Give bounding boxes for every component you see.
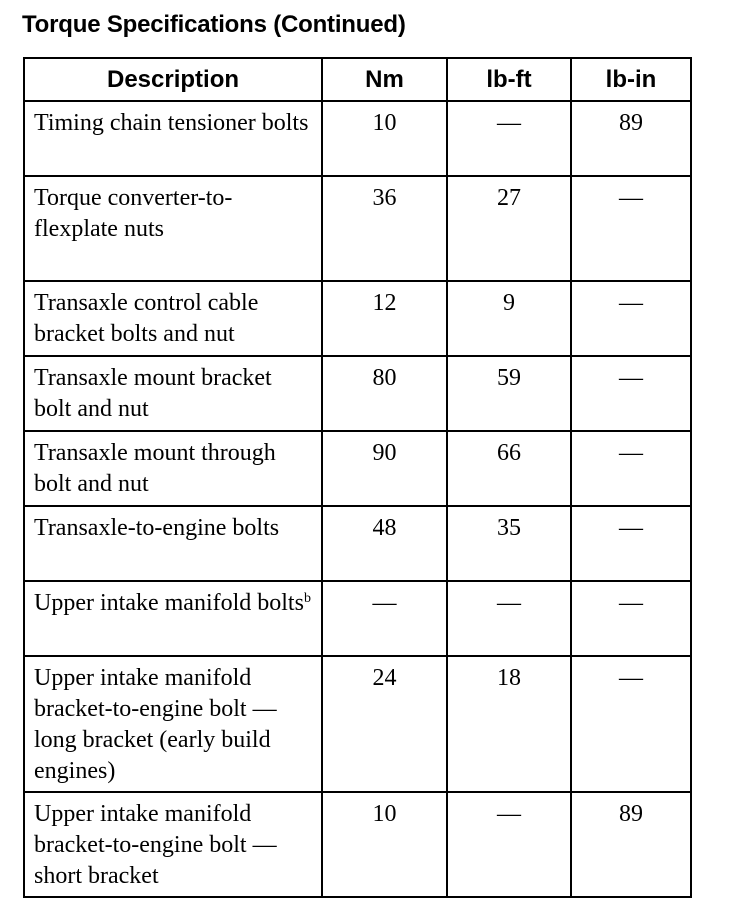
lb-in-cell: — bbox=[571, 356, 691, 431]
column-header-description: Description bbox=[24, 58, 322, 101]
lb-ft-cell: 59 bbox=[447, 356, 571, 431]
description-text: Transaxle mount bracket bolt and nut bbox=[34, 365, 272, 422]
description-cell bbox=[24, 281, 322, 356]
nm-cell: 10 bbox=[322, 101, 447, 176]
column-header-nm: Nm bbox=[322, 58, 447, 101]
lb-ft-cell: 9 bbox=[447, 281, 571, 356]
description-cell bbox=[24, 431, 322, 506]
description-cell bbox=[24, 656, 322, 792]
lb-in-cell: — bbox=[571, 581, 691, 656]
nm-cell: 36 bbox=[322, 176, 447, 281]
description-text: Upper intake manifold bolts bbox=[34, 590, 304, 616]
table-row bbox=[24, 176, 691, 281]
lb-ft-cell: — bbox=[447, 101, 571, 176]
table-row bbox=[24, 101, 691, 176]
lb-in-cell: — bbox=[571, 281, 691, 356]
lb-in-cell: 89 bbox=[571, 792, 691, 897]
lb-in-cell: — bbox=[571, 431, 691, 506]
lb-in-cell: 89 bbox=[571, 101, 691, 176]
table-row bbox=[24, 431, 691, 506]
lb-in-cell: — bbox=[571, 656, 691, 792]
description-cell bbox=[24, 506, 322, 581]
description-cell bbox=[24, 101, 322, 176]
nm-cell: 80 bbox=[322, 356, 447, 431]
nm-cell: 24 bbox=[322, 656, 447, 792]
table-row bbox=[24, 506, 691, 581]
page-title: Torque Specifications (Continued) bbox=[22, 11, 406, 38]
column-header-lb-in: lb-in bbox=[571, 58, 691, 101]
description-cell bbox=[24, 792, 322, 897]
description-text: Timing chain tensioner bolts bbox=[34, 110, 309, 136]
nm-cell: 12 bbox=[322, 281, 447, 356]
nm-cell: 10 bbox=[322, 792, 447, 897]
column-header-lb-ft: lb-ft bbox=[447, 58, 571, 101]
description-text: Upper intake manifold bracket-to-engine bolt — long bracket (early build engines) bbox=[34, 665, 277, 784]
lb-ft-cell: — bbox=[447, 581, 571, 656]
table-row bbox=[24, 792, 691, 897]
lb-ft-cell: 66 bbox=[447, 431, 571, 506]
lb-ft-cell: — bbox=[447, 792, 571, 897]
footnote-marker: b bbox=[303, 591, 311, 606]
description-text: Transaxle-to-engine bolts bbox=[34, 515, 280, 541]
table-row bbox=[24, 656, 691, 792]
nm-cell: — bbox=[322, 581, 447, 656]
description-cell bbox=[24, 176, 322, 281]
table-row bbox=[24, 356, 691, 431]
table-header-row bbox=[24, 58, 691, 101]
description-text: Transaxle mount through bolt and nut bbox=[34, 440, 276, 497]
table-row bbox=[24, 581, 691, 656]
description-text: Torque converter-to-flexplate nuts bbox=[34, 185, 233, 242]
description-cell bbox=[24, 356, 322, 431]
nm-cell: 48 bbox=[322, 506, 447, 581]
lb-ft-cell: 27 bbox=[447, 176, 571, 281]
table-row bbox=[24, 281, 691, 356]
description-text: Transaxle control cable bracket bolts and nut bbox=[34, 290, 259, 347]
torque-spec-table bbox=[23, 57, 692, 898]
description-cell bbox=[24, 581, 322, 656]
description-text: Upper intake manifold bracket-to-engine bolt — short bracket bbox=[34, 801, 277, 889]
lb-ft-cell: 35 bbox=[447, 506, 571, 581]
lb-in-cell: — bbox=[571, 176, 691, 281]
nm-cell: 90 bbox=[322, 431, 447, 506]
lb-ft-cell: 18 bbox=[447, 656, 571, 792]
lb-in-cell: — bbox=[571, 506, 691, 581]
